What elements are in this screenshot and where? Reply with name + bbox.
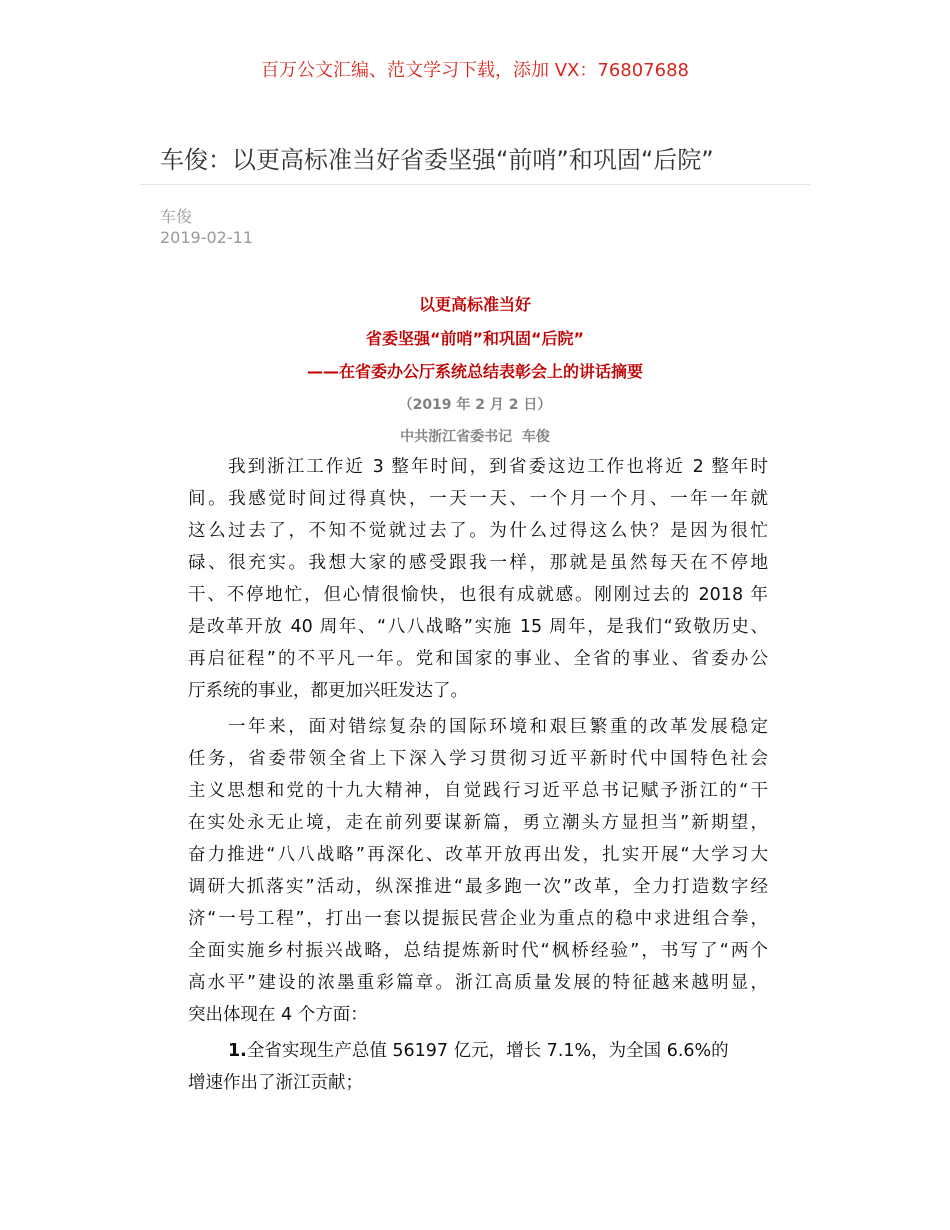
download-banner: 百万公文汇编、范文学习下载，添加 VX：76807688 [261, 60, 689, 81]
paragraph-line: 一年来，面对错综复杂的国际环境和艰巨繁重的改革发展稳定 [228, 717, 768, 737]
heading-line-2: 省委坚强“前哨”和巩固“后院” [365, 329, 585, 348]
list-number: 1. [228, 1041, 247, 1061]
paragraph-line: 任务，省委带领全省上下深入学习贯彻习近平新时代中国特色社会 [188, 749, 768, 769]
article-body [188, 451, 768, 1099]
paragraph-line: 主义思想和党的十九大精神，自觉践行习近平总书记赋予浙江的“干 [188, 781, 768, 801]
paragraph-line: 在实处永无止境，走在前列要谋新篇，勇立潮头方显担当”新期望， [188, 813, 768, 833]
paragraph-line: 干、不停地忙，但心情很愉快，也很有成就感。刚刚过去的 2018 年 [188, 585, 768, 605]
paragraph-line: 济“一号工程”，打出一套以提振民营企业为重点的稳中求进组合拳， [188, 909, 768, 929]
heading-subtitle: ——在省委办公厅系统总结表彰会上的讲话摘要 [306, 362, 643, 381]
paragraph-line: 厅系统的事业，都更加兴旺发达了。 [188, 681, 468, 701]
list-item-line: 增速作出了浙江贡献； [188, 1073, 363, 1093]
paragraph-line: 这么过去了，不知不觉就过去了。为什么过得这么快？是因为很忙 [188, 521, 768, 541]
paragraph-line: 调研大抓落实”活动，纵深推进“最多跑一次”改革，全力打造数字经 [188, 877, 768, 897]
paragraph-line: 奋力推进“八八战略”再深化、改革开放再出发，扎实开展“大学习大 [188, 845, 768, 865]
paragraph-line: 碌、很充实。我想大家的感受跟我一样，那就是虽然每天在不停地 [188, 553, 768, 573]
heading-line-1: 以更高标准当好 [418, 295, 531, 314]
article-date: 2019-02-11 [160, 228, 253, 247]
paragraph-line: 再启征程”的不平凡一年。党和国家的事业、全省的事业、省委办公 [188, 649, 768, 669]
paragraph-line: 是改革开放 40 周年、“八八战略”实施 15 周年，是我们“致敬历史、 [188, 617, 768, 637]
paragraph-line: 间。我感觉时间过得真快，一天一天、一个月一个月、一年一年就 [188, 489, 768, 509]
list-item-line [188, 1035, 768, 1067]
paragraph-line: 我到浙江工作近 3 整年时间，到省委这边工作也将近 2 整年时 [228, 457, 768, 477]
speaker: 中共浙江省委书记 车俊 [400, 429, 550, 445]
list-text: 全省实现生产总值 56197 亿元，增长 7.1%，为全国 6.6%的 [246, 1041, 729, 1061]
title-divider [140, 184, 810, 185]
paragraph-line: 全面实施乡村振兴战略，总结提炼新时代“枫桥经验”，书写了“两个 [188, 941, 768, 961]
article-title: 车俊：以更高标准当好省委坚强“前哨”和巩固“后院” [160, 146, 714, 174]
paragraph-line: 突出体现在 4 个方面： [188, 1005, 368, 1025]
paragraph-line: 高水平”建设的浓墨重彩篇章。浙江高质量发展的特征越来越明显， [188, 973, 768, 993]
speech-date: （2019 年 2 月 2 日） [398, 397, 552, 413]
article-author: 车俊 [160, 207, 193, 226]
